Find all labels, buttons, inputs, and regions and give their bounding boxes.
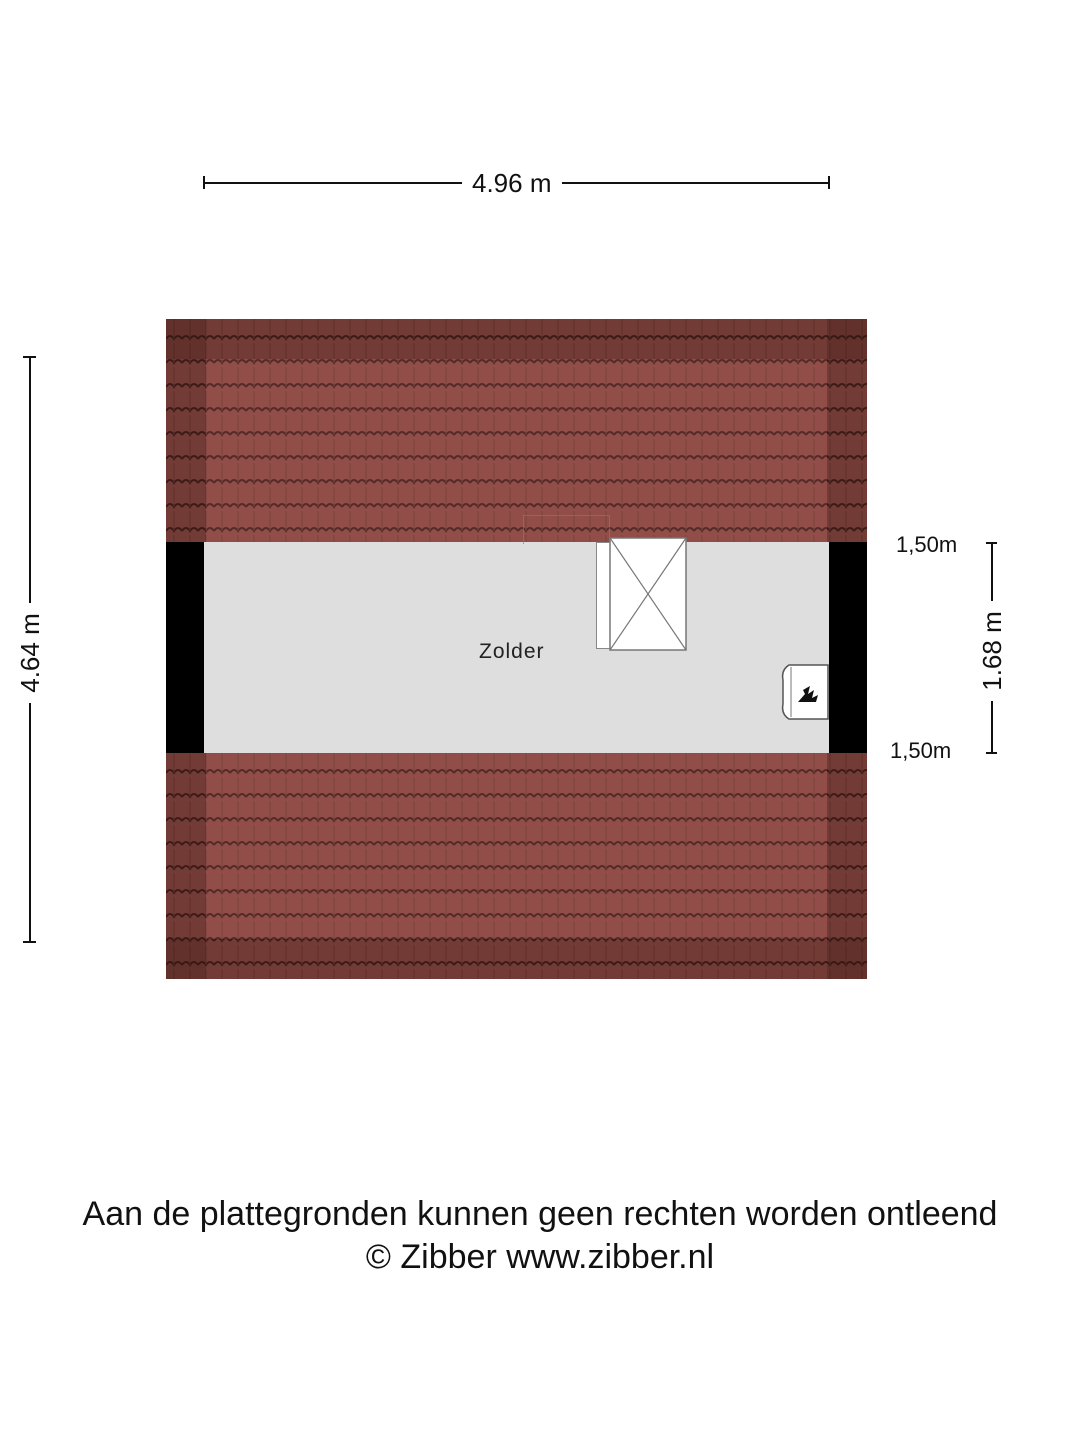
roof-bottom xyxy=(166,753,867,979)
right-dimension-tick-bottom xyxy=(986,752,997,754)
width-dimension-tick-right xyxy=(828,176,830,189)
room-label-zolder: Zolder xyxy=(479,640,545,663)
wall-right xyxy=(829,542,867,753)
skylight-frame-outline xyxy=(523,515,610,544)
right-dimension-label: 1.68 m xyxy=(975,601,1009,701)
wall-height-bottom-label: 1,50m xyxy=(890,738,952,763)
width-dimension-tick-left xyxy=(203,176,205,189)
skylight-icon xyxy=(609,537,687,651)
roof-top-tiles xyxy=(166,319,867,542)
height-dimension-label: 4.64 m xyxy=(13,603,47,703)
width-dimension-label: 4.96 m xyxy=(462,170,562,196)
roof-bottom-tiles xyxy=(166,753,867,979)
right-dimension-tick-top xyxy=(986,542,997,544)
roof-top xyxy=(166,319,867,542)
wall-left xyxy=(166,542,204,753)
height-dimension-tick-bottom xyxy=(23,941,36,943)
height-dimension-tick-top xyxy=(23,356,36,358)
copyright-text: © Zibber www.zibber.nl xyxy=(365,1238,715,1276)
boiler-flame-icon xyxy=(781,664,829,720)
wall-height-top-label: 1,50m xyxy=(896,532,958,557)
disclaimer-text: Aan de plattegronden kunnen geen rechten worden ontleend xyxy=(82,1195,998,1233)
